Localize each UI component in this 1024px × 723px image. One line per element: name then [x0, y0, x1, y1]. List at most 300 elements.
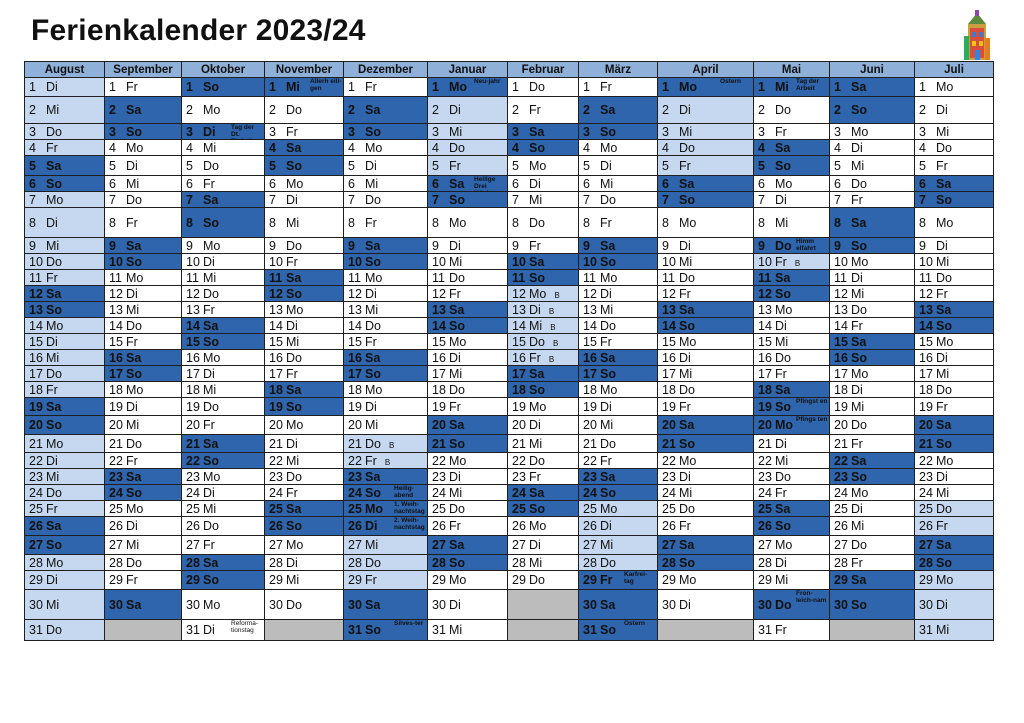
day-cell: 5 Fr	[658, 156, 754, 176]
day-cell: 1 Mi Tag der Arbeit	[754, 78, 830, 97]
bridge-day-marker: B	[794, 258, 801, 268]
day-cell: 22 Mi	[754, 453, 830, 469]
day-cell: 3 So	[344, 124, 428, 140]
day-cell: 22 Mo	[428, 453, 508, 469]
day-row	[25, 192, 994, 208]
day-cell: 12 So	[265, 286, 344, 302]
day-cell: 12 Fr	[915, 286, 994, 302]
day-cell: 12 Mo B	[508, 286, 579, 302]
holiday-note: Allerh eili-gen	[310, 78, 342, 92]
day-cell: 6 Sa	[658, 176, 754, 192]
day-row	[25, 435, 994, 453]
day-cell: 26 Sa	[25, 517, 105, 536]
day-cell: 27 Fr	[182, 536, 265, 555]
day-cell: 27 Mi	[579, 536, 658, 555]
day-cell: 17 Sa	[508, 366, 579, 382]
day-cell: 23 Fr	[508, 469, 579, 485]
day-cell: 13 Mo	[754, 302, 830, 318]
day-cell: 2 Mi	[25, 97, 105, 124]
day-cell: 29 Mo	[658, 571, 754, 590]
day-cell: 2 Sa	[105, 97, 182, 124]
day-cell: 27 Mi	[105, 536, 182, 555]
day-cell: 12 Di	[579, 286, 658, 302]
day-cell: 10 Fr	[265, 254, 344, 270]
day-cell: 15 Fr	[344, 334, 428, 350]
day-cell: 7 Mo	[25, 192, 105, 208]
day-cell: 22 Mo	[915, 453, 994, 469]
day-cell: 31 Mi	[915, 620, 994, 641]
day-cell: 18 Fr	[25, 382, 105, 398]
day-cell: 8 Di	[25, 208, 105, 238]
day-row	[25, 254, 994, 270]
day-cell: 31 Mi	[428, 620, 508, 641]
day-cell: 23 Di	[658, 469, 754, 485]
day-row	[25, 350, 994, 366]
day-row	[25, 124, 994, 140]
day-cell: 12 Mi	[830, 286, 915, 302]
day-cell: 19 Di	[344, 398, 428, 416]
day-cell: 28 Do	[105, 555, 182, 571]
day-cell: 16 Di	[428, 350, 508, 366]
day-cell: 1 Fr	[105, 78, 182, 97]
day-cell: 10 Mi	[428, 254, 508, 270]
day-cell: 21 Do	[105, 435, 182, 453]
bridge-day-marker: B	[548, 354, 555, 364]
holiday-note: Pfings ten	[796, 416, 828, 423]
day-cell: 24 Mo	[830, 485, 915, 501]
day-cell: 15 Fr	[579, 334, 658, 350]
day-cell: 6 Fr	[182, 176, 265, 192]
day-cell: 9 Sa	[344, 238, 428, 254]
day-cell: 18 Mo	[344, 382, 428, 398]
day-cell: 14 Mi B	[508, 318, 579, 334]
day-cell: 17 Fr	[265, 366, 344, 382]
day-cell: 30 Do	[265, 590, 344, 620]
day-cell: 9 Fr	[508, 238, 579, 254]
day-cell: 1 Mo Neu-jahr	[428, 78, 508, 97]
day-cell: 16 Do	[754, 350, 830, 366]
day-cell: 18 Mo	[105, 382, 182, 398]
day-cell: 14 Do	[579, 318, 658, 334]
day-cell: 8 Mi	[265, 208, 344, 238]
day-cell: 25 Sa	[265, 501, 344, 517]
day-cell: 28 So	[428, 555, 508, 571]
day-cell: 7 Do	[105, 192, 182, 208]
day-cell: 7 Do	[344, 192, 428, 208]
house-logo	[962, 10, 992, 62]
day-cell: 4 Mo	[579, 140, 658, 156]
day-cell: 13 Di B	[508, 302, 579, 318]
day-cell: 16 Di	[658, 350, 754, 366]
day-cell: 10 So	[105, 254, 182, 270]
month-header-2: September	[105, 62, 182, 78]
day-cell: 3 Mi	[658, 124, 754, 140]
day-cell: 5 Mo	[508, 156, 579, 176]
day-cell: 3 Mi	[915, 124, 994, 140]
day-cell: 27 Di	[508, 536, 579, 555]
day-cell: 17 Do	[25, 366, 105, 382]
day-cell: 3 Fr	[754, 124, 830, 140]
day-cell: 20 Do	[830, 416, 915, 435]
day-cell: 29 Do	[508, 571, 579, 590]
day-cell: 9 Mi	[25, 238, 105, 254]
day-row	[25, 398, 994, 416]
day-cell: 16 Sa	[579, 350, 658, 366]
day-cell: 11 Mi	[182, 270, 265, 286]
day-cell: 30 Mi	[25, 590, 105, 620]
day-cell: 21 So	[428, 435, 508, 453]
day-cell: 13 Mi	[579, 302, 658, 318]
day-cell: 4 Mo	[344, 140, 428, 156]
day-cell: 22 Fr B	[344, 453, 428, 469]
day-cell: 7 Mi	[508, 192, 579, 208]
day-cell: 29 Di	[25, 571, 105, 590]
day-cell: 22 Fr	[105, 453, 182, 469]
day-cell: 11 Do	[658, 270, 754, 286]
day-cell: 20 Mo	[265, 416, 344, 435]
day-cell: 17 So	[344, 366, 428, 382]
day-cell: 27 Sa	[428, 536, 508, 555]
day-cell: 15 Mo	[658, 334, 754, 350]
day-cell: 30 Do Fron-leich-nam	[754, 590, 830, 620]
holiday-note: Karfrei-tag	[624, 571, 648, 585]
day-row	[25, 238, 994, 254]
day-row	[25, 469, 994, 485]
day-cell: 19 Mo	[508, 398, 579, 416]
day-cell: 11 So	[508, 270, 579, 286]
day-cell: 24 Mi	[658, 485, 754, 501]
day-cell: 21 So	[915, 435, 994, 453]
day-cell: 5 Di	[105, 156, 182, 176]
day-cell: 19 Fr	[915, 398, 994, 416]
day-cell: 22 Do	[508, 453, 579, 469]
day-cell: 21 Di	[754, 435, 830, 453]
day-cell: 17 Fr	[754, 366, 830, 382]
holiday-note: Himm elfahrt	[796, 238, 816, 252]
day-cell: 11 Mo	[579, 270, 658, 286]
day-cell: 9 Mo	[182, 238, 265, 254]
day-cell: 5 So	[265, 156, 344, 176]
day-cell: 24 So Heilig-abend	[344, 485, 428, 501]
day-cell: 21 Fr	[830, 435, 915, 453]
day-cell: 7 So	[658, 192, 754, 208]
day-cell: 8 Fr	[105, 208, 182, 238]
day-cell: 21 Mi	[508, 435, 579, 453]
day-cell: 28 Do	[579, 555, 658, 571]
holiday-note: Heilig-abend	[394, 485, 414, 499]
day-cell: 13 So	[25, 302, 105, 318]
bridge-day-marker: B	[388, 440, 395, 450]
holiday-note: 2. Weih-nachtstag	[394, 517, 425, 531]
day-cell: 9 Sa	[105, 238, 182, 254]
day-row	[25, 416, 994, 435]
day-cell: 12 Di	[105, 286, 182, 302]
day-cell: 20 Sa	[658, 416, 754, 435]
day-cell: 14 Fr	[830, 318, 915, 334]
day-row	[25, 286, 994, 302]
day-cell: 28 Mi	[508, 555, 579, 571]
day-cell: 1 So	[182, 78, 265, 97]
day-cell: 18 So	[508, 382, 579, 398]
day-cell: 24 Fr	[265, 485, 344, 501]
day-cell: 17 Mi	[428, 366, 508, 382]
day-cell: 17 Mi	[658, 366, 754, 382]
day-cell: 26 So	[265, 517, 344, 536]
day-cell: 11 Sa	[754, 270, 830, 286]
day-cell: 29 So	[182, 571, 265, 590]
day-cell: 18 Di	[830, 382, 915, 398]
day-cell: 6 Do	[830, 176, 915, 192]
day-cell: 20 Mi	[105, 416, 182, 435]
day-row	[25, 620, 994, 641]
day-cell: 1 Mo	[915, 78, 994, 97]
day-row	[25, 366, 994, 382]
day-cell: 13 Mi	[105, 302, 182, 318]
day-cell: 3 Do	[25, 124, 105, 140]
day-cell: 29 Mi	[754, 571, 830, 590]
day-cell: 24 Mi	[428, 485, 508, 501]
month-header-8: März	[579, 62, 658, 78]
day-cell: 30 Sa	[105, 590, 182, 620]
day-cell: 4 Sa	[265, 140, 344, 156]
day-cell: 12 Fr	[658, 286, 754, 302]
day-row	[25, 78, 994, 97]
day-cell: 30 Mo	[182, 590, 265, 620]
day-cell: 1 Fr	[344, 78, 428, 97]
day-cell: 4 Do	[658, 140, 754, 156]
day-cell: 8 Mo	[428, 208, 508, 238]
day-cell: 21 Do B	[344, 435, 428, 453]
day-cell: 21 Di	[265, 435, 344, 453]
day-cell: 7 Di	[265, 192, 344, 208]
holiday-note: Heilige Drei	[474, 176, 496, 190]
holiday-note: Tag der Dt.	[231, 124, 254, 138]
holiday-note: Ostern	[720, 78, 741, 85]
day-cell: 23 So	[830, 469, 915, 485]
day-cell: 18 Mi	[182, 382, 265, 398]
day-cell: 11 Fr	[25, 270, 105, 286]
day-cell: 9 Do Himm elfahrt	[754, 238, 830, 254]
day-cell: 26 Di 2. Weih-nachtstag	[344, 517, 428, 536]
day-row	[25, 302, 994, 318]
bridge-day-marker: B	[552, 338, 559, 348]
day-cell: 10 Fr B	[754, 254, 830, 270]
day-cell: 25 Do	[428, 501, 508, 517]
day-cell: 24 Di	[182, 485, 265, 501]
day-cell: 2 Mo	[182, 97, 265, 124]
day-cell: 25 Do	[915, 501, 994, 517]
day-cell: 12 Do	[182, 286, 265, 302]
day-cell: 26 Di	[105, 517, 182, 536]
day-cell: 3 Sa	[508, 124, 579, 140]
day-cell: 6 Sa Heilige Drei	[428, 176, 508, 192]
day-cell: 4 Do	[915, 140, 994, 156]
day-cell: 4 So	[508, 140, 579, 156]
day-cell: 20 Sa	[915, 416, 994, 435]
day-cell: 14 Mo	[25, 318, 105, 334]
day-cell: 6 Mi	[105, 176, 182, 192]
day-cell: 26 Do	[182, 517, 265, 536]
day-row	[25, 571, 994, 590]
day-row	[25, 156, 994, 176]
day-cell: 4 Fr	[25, 140, 105, 156]
empty-cell	[265, 620, 344, 641]
day-cell: 5 Do	[182, 156, 265, 176]
day-cell: 8 Mo	[915, 208, 994, 238]
day-cell: 20 Mi	[579, 416, 658, 435]
day-cell: 24 So	[579, 485, 658, 501]
day-cell: 11 Do	[428, 270, 508, 286]
day-cell: 26 Mi	[830, 517, 915, 536]
day-cell: 13 Sa	[658, 302, 754, 318]
day-cell: 13 Mi	[344, 302, 428, 318]
day-row	[25, 501, 994, 517]
day-row	[25, 485, 994, 501]
day-cell: 6 So	[25, 176, 105, 192]
day-cell: 28 So	[658, 555, 754, 571]
day-cell: 15 Di	[25, 334, 105, 350]
day-cell: 20 Di	[508, 416, 579, 435]
day-cell: 14 Do	[105, 318, 182, 334]
day-cell: 3 So	[105, 124, 182, 140]
day-cell: 19 So Pfingst en	[754, 398, 830, 416]
day-cell: 14 Sa	[182, 318, 265, 334]
day-cell: 8 So	[182, 208, 265, 238]
day-cell: 16 Mo	[182, 350, 265, 366]
month-header-6: Januar	[428, 62, 508, 78]
day-cell: 8 Mi	[754, 208, 830, 238]
day-row	[25, 208, 994, 238]
day-cell: 22 Sa	[830, 453, 915, 469]
day-cell: 27 Sa	[658, 536, 754, 555]
day-cell: 14 So	[428, 318, 508, 334]
day-cell: 12 Sa	[25, 286, 105, 302]
day-cell: 2 Fr	[508, 97, 579, 124]
day-cell: 8 Mo	[658, 208, 754, 238]
day-cell: 2 So	[830, 97, 915, 124]
day-cell: 9 Do	[265, 238, 344, 254]
day-cell: 19 Mi	[830, 398, 915, 416]
day-cell: 25 Fr	[25, 501, 105, 517]
day-cell: 4 Do	[428, 140, 508, 156]
day-cell: 31 Do	[25, 620, 105, 641]
day-cell: 27 Sa	[915, 536, 994, 555]
month-header-3: Oktober	[182, 62, 265, 78]
day-cell: 14 So	[915, 318, 994, 334]
day-row	[25, 453, 994, 469]
month-header-10: Mai	[754, 62, 830, 78]
day-cell: 12 So	[754, 286, 830, 302]
day-cell: 10 Di	[182, 254, 265, 270]
day-cell: 19 Do	[182, 398, 265, 416]
day-cell: 23 Sa	[344, 469, 428, 485]
day-cell: 27 Mo	[754, 536, 830, 555]
empty-cell	[105, 620, 182, 641]
day-cell: 4 Di	[830, 140, 915, 156]
day-cell: 21 Do	[579, 435, 658, 453]
day-cell: 5 Mi	[830, 156, 915, 176]
day-cell: 9 Di	[915, 238, 994, 254]
day-cell: 15 Fr	[105, 334, 182, 350]
day-cell: 18 Do	[915, 382, 994, 398]
day-cell: 10 So	[579, 254, 658, 270]
day-cell: 21 Mo	[25, 435, 105, 453]
day-cell: 24 So	[105, 485, 182, 501]
day-cell: 5 Fr	[428, 156, 508, 176]
day-cell: 18 Do	[428, 382, 508, 398]
day-row	[25, 318, 994, 334]
day-row	[25, 536, 994, 555]
day-cell: 18 Do	[658, 382, 754, 398]
day-cell: 3 Fr	[265, 124, 344, 140]
month-header-12: Juli	[915, 62, 994, 78]
bridge-day-marker: B	[554, 290, 560, 300]
day-cell: 6 Mo	[265, 176, 344, 192]
empty-cell	[658, 620, 754, 641]
day-cell: 31 Fr	[754, 620, 830, 641]
day-cell: 28 Di	[754, 555, 830, 571]
day-cell: 28 Do	[344, 555, 428, 571]
day-cell: 29 Fr	[105, 571, 182, 590]
day-cell: 2 Do	[754, 97, 830, 124]
day-cell: 23 Mo	[182, 469, 265, 485]
day-cell: 2 Sa	[344, 97, 428, 124]
day-cell: 31 So Ostern	[579, 620, 658, 641]
day-cell: 1 Mo Ostern	[658, 78, 754, 97]
day-cell: 18 Sa	[754, 382, 830, 398]
day-cell: 17 Mo	[830, 366, 915, 382]
day-cell: 13 Fr	[182, 302, 265, 318]
day-cell: 23 Di	[428, 469, 508, 485]
day-cell: 14 So	[658, 318, 754, 334]
day-cell: 16 So	[830, 350, 915, 366]
day-cell: 14 Di	[265, 318, 344, 334]
day-cell: 15 Mi	[265, 334, 344, 350]
day-cell: 23 Sa	[579, 469, 658, 485]
day-cell: 28 Sa	[182, 555, 265, 571]
day-cell: 2 Di	[428, 97, 508, 124]
day-cell: 25 So	[508, 501, 579, 517]
day-cell: 5 So	[754, 156, 830, 176]
day-cell: 14 Di	[754, 318, 830, 334]
day-cell: 10 Sa	[508, 254, 579, 270]
day-cell: 22 Di	[25, 453, 105, 469]
day-cell: 30 Di	[915, 590, 994, 620]
day-cell: 25 Mo	[579, 501, 658, 517]
day-cell: 7 So	[915, 192, 994, 208]
day-cell: 16 Mi	[25, 350, 105, 366]
day-cell: 28 Fr	[830, 555, 915, 571]
day-cell: 8 Fr	[579, 208, 658, 238]
day-cell: 16 Sa	[344, 350, 428, 366]
day-cell: 19 Di	[105, 398, 182, 416]
day-cell: 30 Di	[658, 590, 754, 620]
day-row	[25, 270, 994, 286]
day-cell: 15 So	[182, 334, 265, 350]
day-cell: 11 Di	[830, 270, 915, 286]
day-cell: 29 Mi	[265, 571, 344, 590]
day-cell: 19 Sa	[25, 398, 105, 416]
page-title: Ferienkalender 2023/24	[31, 14, 366, 47]
day-cell: 5 Di	[579, 156, 658, 176]
day-cell: 28 Di	[265, 555, 344, 571]
day-cell: 20 Sa	[428, 416, 508, 435]
holiday-note: Tag der Arbeit	[796, 78, 819, 92]
day-cell: 25 Mi	[182, 501, 265, 517]
day-cell: 2 Di	[915, 97, 994, 124]
day-cell: 23 Di	[915, 469, 994, 485]
day-cell: 19 Fr	[658, 398, 754, 416]
